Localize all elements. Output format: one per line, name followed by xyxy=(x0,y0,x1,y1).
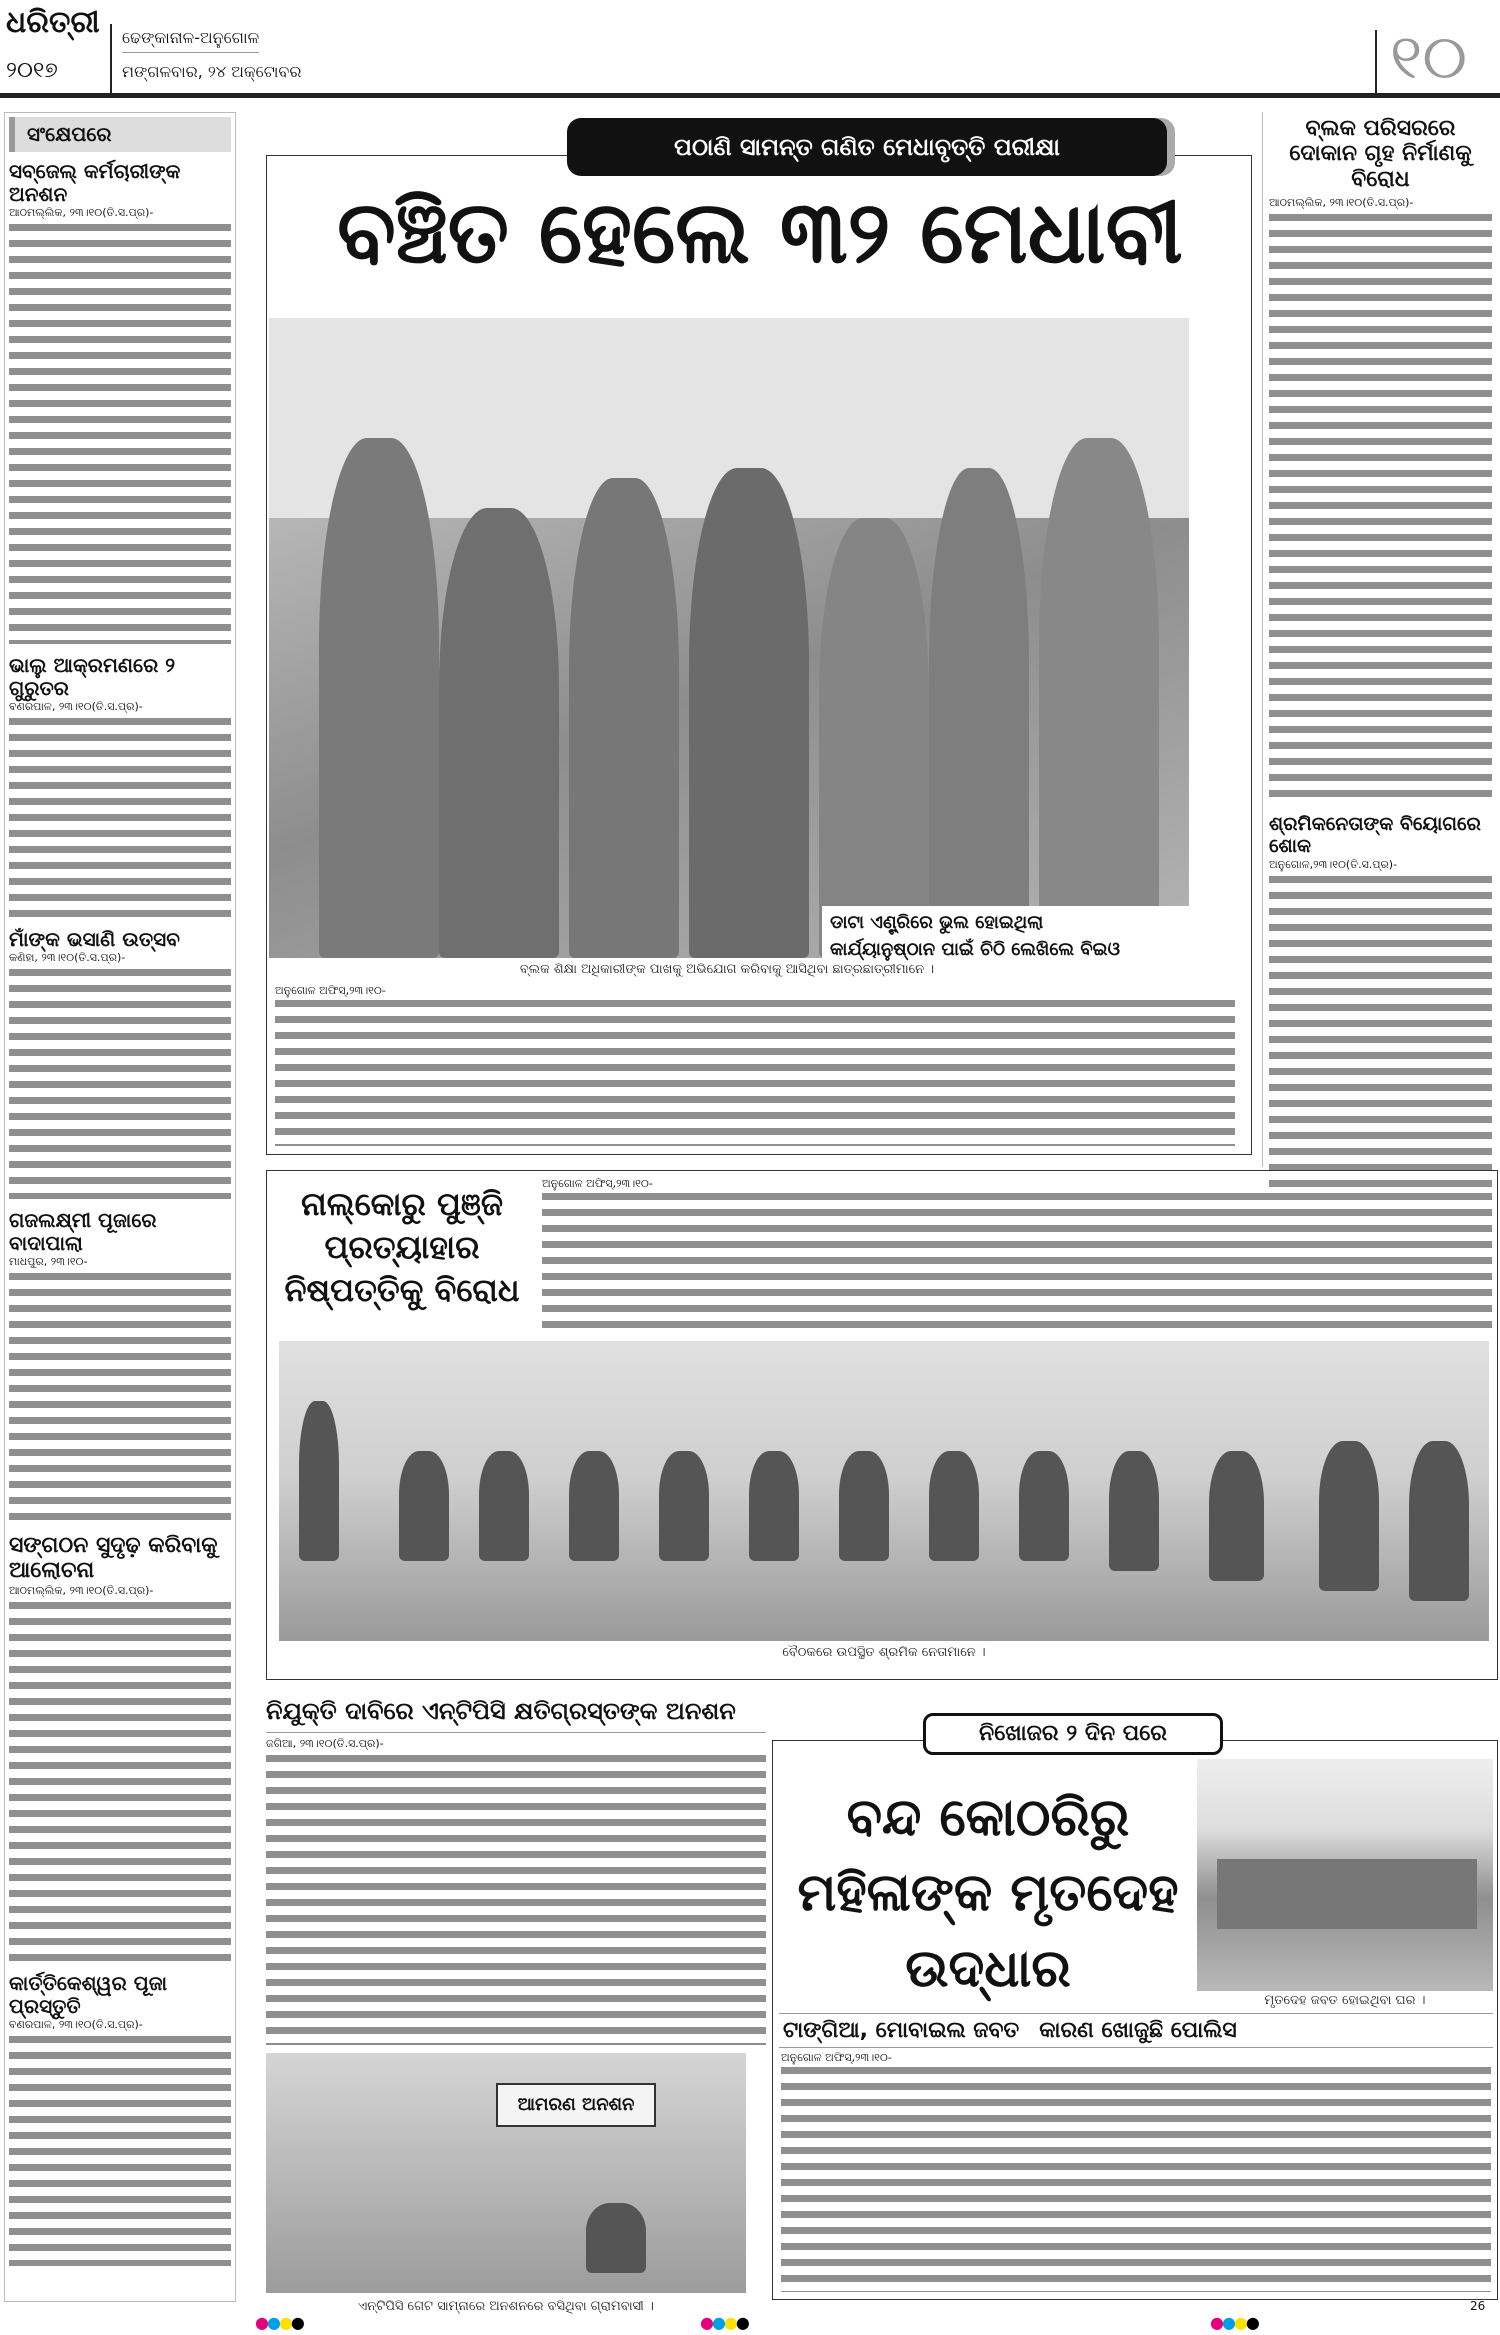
ntpc-dateline: ଜଗିଆ, ୨୩।୧୦(ତି.ସ.ପ୍ର)- xyxy=(266,1736,384,1750)
page-number: ୧୦ xyxy=(1390,20,1468,93)
lead-dateline: ଅନୁଗୋଳ ଅଫିସ୍,୨୩।୧୦- xyxy=(275,984,386,997)
dateline: ମାଧପୁର, ୨୩।୧୦- xyxy=(9,1255,88,1268)
edition: ଢେଙ୍କାନାଳ-ଅନୁଗୋଳ xyxy=(122,28,259,53)
ntpc-banner: ଆମରଣ ଅନଶନ xyxy=(496,2083,656,2128)
article-body xyxy=(542,1193,1492,1333)
briefs-label: ସଂକ୍ଷେପରେ xyxy=(9,117,231,152)
brief-headline: ଗଜଲକ୍ଷ୍ମୀ ପୂଜାରେ ବାଦାପାଲା xyxy=(9,1208,157,1255)
right-headline: ଶ୍ରମିକନେତାଙ୍କ ବିୟୋଗରେ ଶୋକ xyxy=(1269,812,1481,857)
dateline: ଅନୁଗୋଳ,୨୩।୧୦(ତି.ସ.ପ୍ର)- xyxy=(1269,857,1398,871)
article-body xyxy=(9,969,231,1199)
page-marker: 26 xyxy=(1470,2299,1486,2313)
missing-subhead: ଟାଙ୍ଗିଆ, ମୋବାଇଲ ଜବତ xyxy=(783,2018,1020,2043)
article-body xyxy=(9,1602,231,1962)
article-body xyxy=(9,718,231,918)
lead-subheads xyxy=(822,906,1242,967)
article-body xyxy=(266,1755,766,2045)
dateline: ଆଠମଲ୍ଲିକ, ୨୩।୧୦(ତି.ସ.ପ୍ର)- xyxy=(1269,195,1414,209)
missing-subheads xyxy=(779,2013,1493,2048)
year: ୨୦୧୭ xyxy=(6,58,58,83)
right-column xyxy=(1262,112,1498,1167)
brief-headline: ମାଁଙ୍କ ଭସାଣି ଉତ୍ସବ xyxy=(9,927,180,951)
brief-headline: ସବ୍‌ଜେଲ୍ କର୍ମଚାରୀଙ୍କ ଅନଶନ xyxy=(9,159,181,206)
nalco-dateline: ଅନୁଗୋଳ ଅଫିସ୍,୨୩।୧୦- xyxy=(542,1177,653,1190)
missing-story xyxy=(772,1721,1498,2300)
masthead xyxy=(0,0,1500,98)
article-body xyxy=(1269,214,1492,804)
missing-dateline: ଅନୁଗୋଳ ଅଫିସ୍,୨୩।୧୦- xyxy=(781,2051,892,2064)
ntpc-headline: ନିଯୁକ୍ତି ଦାବିରେ ଏନ୍‌ଟିପିସି କ୍ଷତିଗ୍ରସ୍ତଙ୍କ ଅନଶନ xyxy=(266,1692,766,1733)
dateline: ଆଠମଲ୍ଲିକ, ୨୩।୧୦(ତି.ସ.ପ୍ର)- xyxy=(9,1583,154,1597)
article-body xyxy=(275,1000,1235,1146)
missing-caption: ମୃତଦେହ ଜବତ ହୋଇଥିବା ଘର । xyxy=(1264,1993,1426,2008)
registration-marks: ●●●● xyxy=(255,2313,303,2332)
dateline: କଣିହା, ୨୩।୧୦(ତି.ସ.ପ୍ର)- xyxy=(9,951,126,964)
ntpc-caption: ଏନ୍‌ଟିପିସି ଗେଟ ସାମ୍ନାରେ ଅନଶନରେ ବସିଥିବା ଗ୍ରାମବାସୀ । xyxy=(358,2298,654,2314)
dateline: ବଣରପାଳ, ୨୩।୧୦(ତି.ସ.ପ୍ର)- xyxy=(9,700,143,713)
lead-photo xyxy=(269,318,1189,958)
brief-headline: ଭାଲୁ ଆକ୍ରମଣରେ ୨ ଗୁରୁତର xyxy=(9,653,176,700)
paper-name: ଧରିତ୍ରୀ xyxy=(6,5,100,40)
lead-subhead: କାର୍ଯ୍ୟାନୁଷ୍ଠାନ ପାଇଁ ଚିଠି ଲେଖିଲେ ବିଇଓ xyxy=(830,938,1120,960)
ntpc-photo xyxy=(266,2053,746,2293)
lead-story xyxy=(266,133,1252,1155)
date: ମଙ୍ଗଳବାର, ୨୪ ଅକ୍ଟୋବର xyxy=(122,62,302,81)
article-body xyxy=(1269,876,1492,1196)
registration-marks: ●●●● xyxy=(1210,2313,1258,2332)
dateline: ବଣରପାଳ, ୨୩।୧୦(ତି.ସ.ପ୍ର)- xyxy=(9,2017,143,2031)
registration-marks: ●●●● xyxy=(700,2313,748,2332)
lead-headline: ବଞ୍ଚିତ ହେଲେ ୩୨ ମେଧାବୀ xyxy=(337,183,1183,283)
brief-headline: କାର୍ତ୍ତିକେଶ୍ୱର ପୂଜା ପ୍ରସ୍ତୁତି xyxy=(9,1970,168,2018)
article-body xyxy=(9,224,231,644)
article-body xyxy=(781,2067,1491,2292)
brief-headline: ସଙ୍ଗଠନ ସୁଦୃଢ଼ କରିବାକୁ ଆଲୋଚନା xyxy=(9,1533,218,1584)
missing-subhead: କାରଣ ଖୋଜୁଛି ପୋଲିସ xyxy=(1039,2018,1237,2043)
nalco-caption: ବୈଠକରେ ଉପସ୍ଥିତ ଶ୍ରମିକ ନେତାମାନେ । xyxy=(782,1645,986,1660)
briefs-column xyxy=(4,112,236,2302)
ntpc-story xyxy=(266,1692,766,2314)
missing-photo xyxy=(1197,1759,1493,1991)
article-body xyxy=(9,2036,231,2266)
article-body xyxy=(9,1273,231,1523)
lead-caption: ବ୍ଲକ ଶିକ୍ଷା ଅଧିକାରୀଙ୍କ ପାଖକୁ ଅଭିଯୋଗ କରିବାକୁ ଆସିଥିବା ଛାତ୍ରଛାତ୍ରୀମାନେ । xyxy=(519,962,935,977)
dateline: ଆଠମଲ୍ଲିକ, ୨୩।୧୦(ତି.ସ.ପ୍ର)- xyxy=(9,206,154,219)
nalco-headline: ନାଲ୍‌କୋରୁ ପୁଞ୍ଜି ପ୍ରତ୍ୟାହାର ନିଷ୍ପତ୍ତିକୁ ବିରୋଧ xyxy=(284,1185,520,1310)
nalco-photo xyxy=(279,1341,1489,1641)
nalco-story xyxy=(266,1170,1498,1680)
right-headline: ବ୍ଲକ ପରିସରରେ ଦୋକାନ ଗୃହ ନିର୍ମାଣକୁ ବିରୋଧ xyxy=(1289,116,1472,192)
footer xyxy=(0,2299,1500,2335)
missing-headline: ବନ୍ଦ କୋଠରିରୁ ମହିଳାଙ୍କ ମୃତଦେହ ଉଦ୍ଧାର xyxy=(797,1788,1179,1999)
lead-subhead: ଡାଟା ଏଣ୍ଟ୍ରିରେ ଭୁଲ ହୋଇଥିଲା xyxy=(830,912,1044,933)
lead-kicker: ପଠାଣି ସାମନ୍ତ ଗଣିତ ମେଧାବୃତ୍ତି ପରୀକ୍ଷା xyxy=(567,118,1167,176)
missing-kicker: ନିଖୋଜର ୨ ଦିନ ପରେ xyxy=(923,1713,1223,1755)
